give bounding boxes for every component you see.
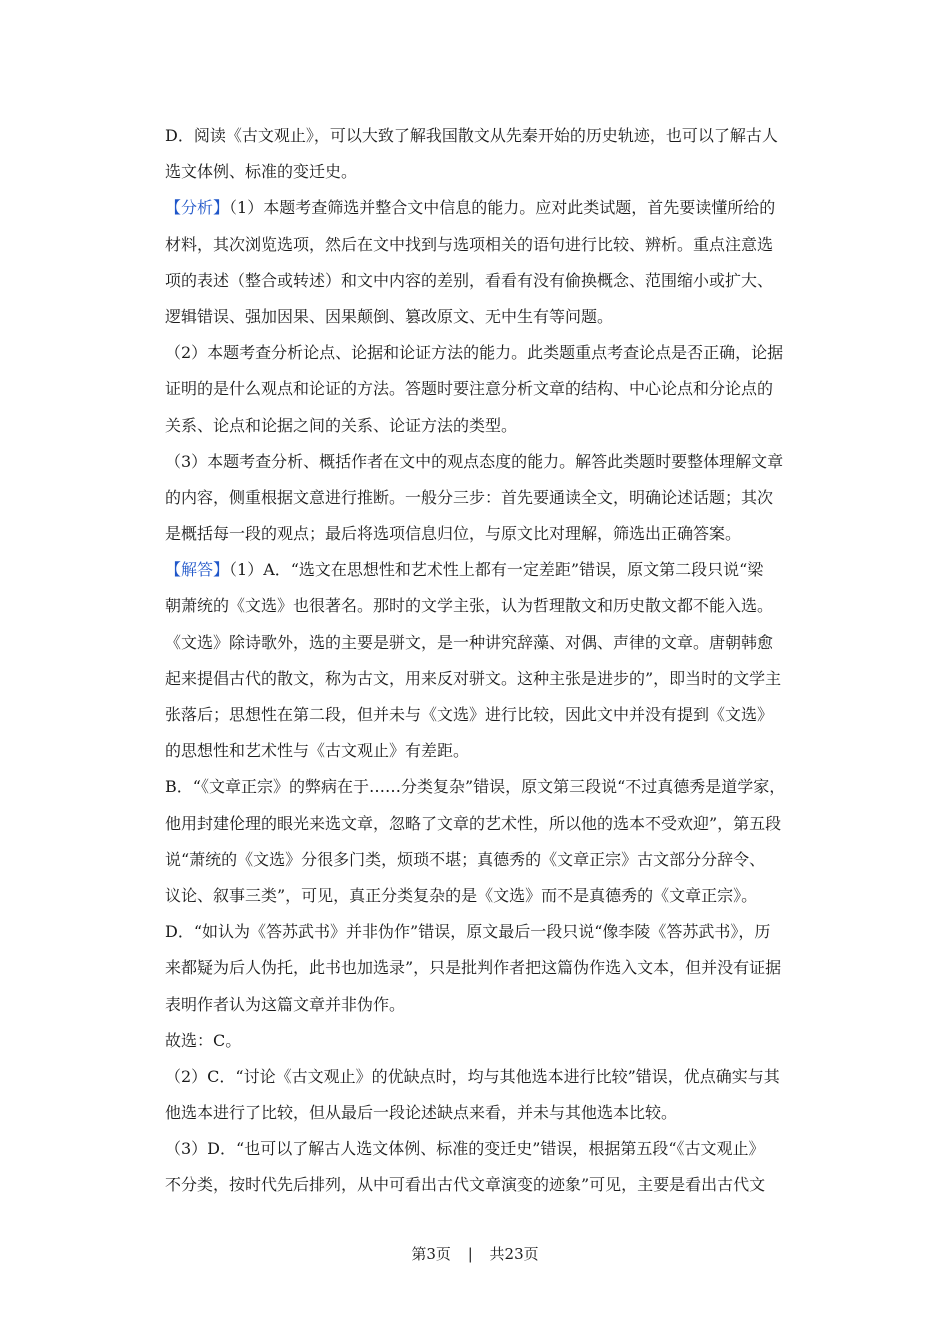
paragraph	[165, 552, 810, 769]
section-tag: 【分析】	[165, 198, 230, 218]
line-text: 故选：C。	[165, 1030, 242, 1050]
text-line	[165, 987, 810, 1023]
line-text: 起来提倡古代的散文，称为古文，用来反对骈文。这种主张是进步的”，即当时的文学主	[165, 668, 782, 688]
text-line	[165, 552, 810, 588]
page-total: 共23页	[489, 1245, 539, 1263]
text-line	[165, 154, 810, 190]
paragraph	[165, 769, 810, 914]
text-line	[165, 769, 810, 805]
text-line	[165, 878, 810, 914]
text-line	[165, 480, 810, 516]
text-line	[165, 1167, 810, 1203]
line-text: 选文体例、标准的变迁史。	[165, 162, 358, 182]
text-line	[165, 950, 810, 986]
line-text: （2）C．“讨论《古文观止》的优缺点时，均与其他选本进行比较”错误，优点确实与其	[165, 1066, 780, 1086]
line-text: 逻辑错误、强加因果、因果颠倒、篡改原文、无中生有等问题。	[165, 306, 614, 326]
text-line	[165, 1095, 810, 1131]
line-text: D．阅读《古文观止》，可以大致了解我国散文从先秦开始的历史轨迹，也可以了解古人	[165, 126, 778, 145]
text-line	[165, 806, 810, 842]
text-line	[165, 697, 810, 733]
line-text: 《文选》除诗歌外，选的主要是骈文，是一种讲究辞藻、对偶、声律的文章。唐朝韩愈	[165, 632, 774, 652]
line-text: 朝萧统的《文选》也很著名。那时的文学主张，认为哲理散文和历史散文都不能入选。	[165, 596, 774, 616]
text-line	[165, 516, 810, 552]
paragraph	[165, 335, 810, 444]
page-footer	[0, 1243, 950, 1264]
line-text: （3）D．“也可以了解古人选文体例、标准的变迁史”错误，根据第五段“《古文观止》	[165, 1139, 765, 1159]
paragraph	[165, 118, 810, 190]
line-text: （1）本题考查筛选并整合文中信息的能力。应对此类试题，首先要读懂所给的	[229, 198, 776, 218]
page-number: 第3页	[411, 1245, 451, 1263]
document-body	[165, 118, 810, 1204]
line-text: （1）A．“选文在思想性和艺术性上都有一定差距”错误，原文第二段只说“梁	[229, 560, 764, 580]
text-line	[165, 661, 810, 697]
line-text: 材料，其次浏览选项，然后在文中找到与选项相关的语句进行比较、辨析。重点注意选	[165, 234, 774, 254]
line-text: 来都疑为后人伪托，此书也加选录”，只是批判作者把这篇伪作选入文本，但并没有证据	[165, 958, 782, 978]
paragraph	[165, 1023, 810, 1059]
text-line	[165, 625, 810, 661]
text-line	[165, 371, 810, 407]
text-line	[165, 190, 810, 226]
text-line	[165, 1023, 810, 1059]
paragraph	[165, 1059, 810, 1131]
text-line	[165, 299, 810, 335]
line-text: 项的表述（整合或转述）和文中内容的差别，看看有没有偷换概念、范围缩小或扩大、	[165, 270, 774, 290]
text-line	[165, 1059, 810, 1095]
line-text: 证明的是什么观点和论证的方法。答题时要注意分析文章的结构、中心论点和分论点的	[165, 379, 774, 399]
line-text: 他用封建伦理的眼光来选文章，忽略了文章的艺术性，所以他的选本不受欢迎”，第五段	[165, 813, 782, 833]
line-text: 的内容，侧重根据文意进行推断。一般分三步：首先要通读全文，明确论述话题；其次	[165, 487, 774, 507]
line-text: 表明作者认为这篇文章并非伪作。	[165, 994, 406, 1014]
line-text: 说“萧统的《文选》分很多门类，烦琐不堪；真德秀的《文章正宗》古文部分分辞令、	[165, 849, 766, 869]
line-text: （2）本题考查分析论点、论据和论证方法的能力。此类题重点考查论点是否正确，论据	[165, 343, 784, 363]
text-line	[165, 118, 810, 154]
paragraph	[165, 914, 810, 1023]
text-line	[165, 733, 810, 769]
text-line	[165, 1131, 810, 1167]
line-text: D．“如认为《答苏武书》并非伪作”错误，原文最后一段只说“像李陵《答苏武书》，历	[165, 922, 771, 942]
line-text: 他选本进行了比较，但从最后一段论述缺点来看，并未与其他选本比较。	[165, 1103, 678, 1123]
line-text: 张落后；思想性在第二段，但并未与《文选》进行比较，因此文中并没有提到《文选》	[165, 705, 774, 724]
text-line	[165, 914, 810, 950]
text-line	[165, 588, 810, 624]
line-text: （3）本题考查分析、概括作者在文中的观点态度的能力。解答此类题时要整体理解文章	[165, 451, 784, 471]
line-text: 议论、叙事三类”，可见，真正分类复杂的是《文选》而不是真德秀的《文章正宗》。	[165, 885, 758, 905]
section-tag: 【解答】	[165, 560, 230, 580]
text-line	[165, 444, 810, 480]
line-text: 不分类，按时代先后排列，从中可看出古代文章演变的迹象”可见，主要是看出古代文	[165, 1175, 766, 1195]
text-line	[165, 408, 810, 444]
line-text: 的思想性和艺术性与《古文观止》有差距。	[165, 741, 470, 761]
line-text: 关系、论点和论据之间的关系、论证方法的类型。	[165, 415, 518, 435]
paragraph	[165, 1131, 810, 1203]
paragraph	[165, 190, 810, 335]
text-line	[165, 263, 810, 299]
paragraph	[165, 444, 810, 553]
line-text: 是概括每一段的观点；最后将选项信息归位，与原文比对理解，筛选出正确答案。	[165, 524, 742, 544]
footer-separator: |	[467, 1245, 473, 1263]
text-line	[165, 842, 810, 878]
text-line	[165, 335, 810, 371]
line-text: B．“《文章正宗》的弊病在于……分类复杂”错误，原文第三段说“不过真德秀是道学家，	[165, 777, 786, 797]
text-line	[165, 227, 810, 263]
